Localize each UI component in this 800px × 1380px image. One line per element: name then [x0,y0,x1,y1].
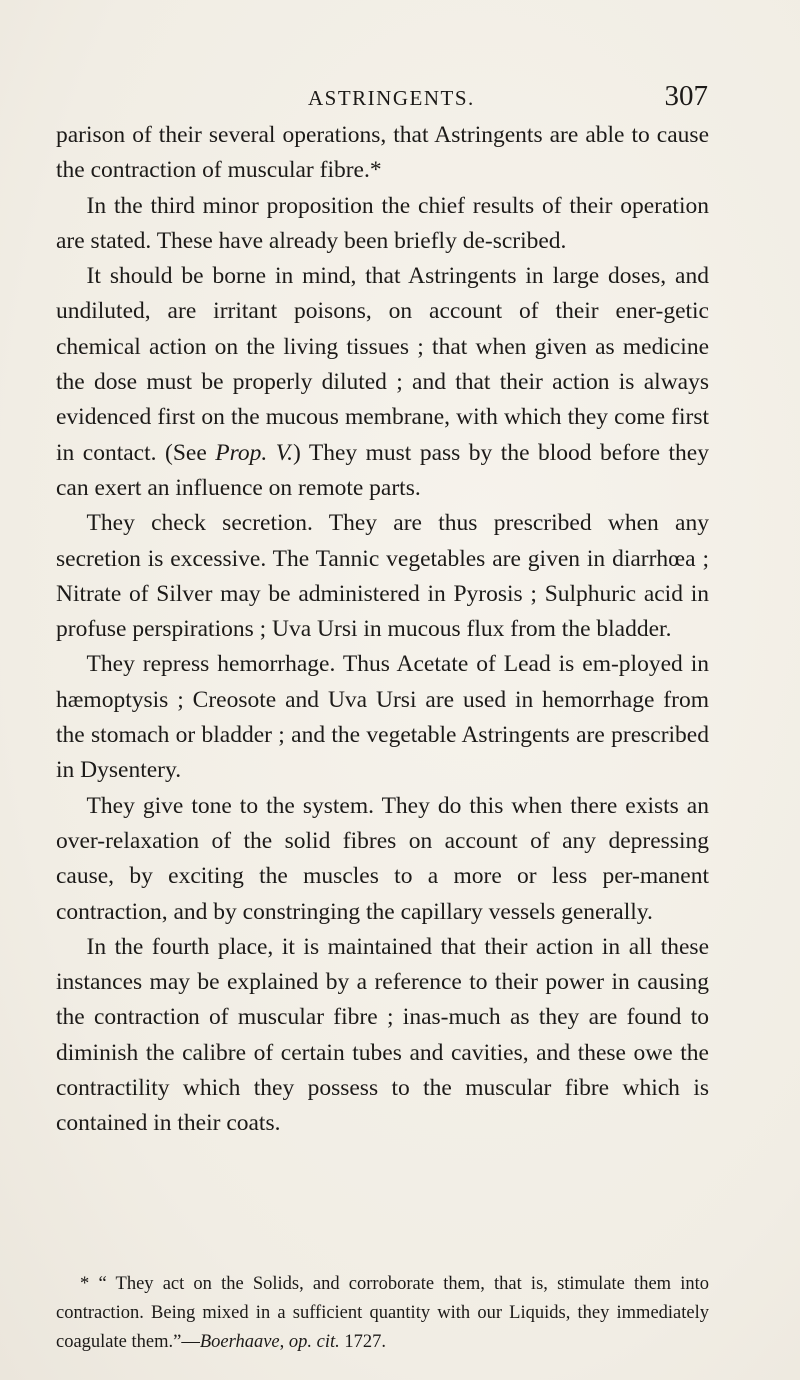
footnote-quote: * “ They act on the Solids, and corroborate them, that is, stimulate them into contraction. Being mixed in a sufficient quantity with our Liquids, they immediately coagulate them.”— [56,1274,709,1352]
paragraph-continuation: parison of their several operations, that Astringents are able to cause the contraction of muscular fibre.* [56,122,709,184]
paragraph-text: It should be borne in mind, that Astringents in large doses, and undiluted, are irritant poisons, on account of their ener-getic chemical action on the living tissues ; that when given as medicine the dose must be properly diluted ; and that their action is always evidenced first on the mucous membrane, with which they come first in contact. (See [56,263,709,466]
paragraph-third-proposition: In the third minor proposition the chief results of their operation are stated. These have already been briefly de-scribed. [56,192,709,254]
paragraph-check-secretion: They check secretion. They are thus prescribed when any secretion is excessive. The Tannic vegetables are given in diarrhœa ; Nitrate of Silver may be administered in Pyrosis ; Sulphuric acid in profuse perspirations ; Uva Ursi in mucous flux from the bladder. [56,510,709,643]
page-header [308,80,708,116]
paragraph-irritant-poisons [56,259,709,506]
body-text [56,118,709,1142]
footnote-section: 1727. [339,1332,387,1352]
footnote-separator: , [279,1332,289,1352]
footnote-author: Boerhaave [199,1332,280,1352]
running-head: ASTRINGENTS. [308,86,475,110]
page-number: 307 [664,80,708,112]
proposition-reference: Prop. V. [215,439,293,466]
paragraph-text: ) They must pass by the blood before they can exert an influence on remote parts. [56,439,709,501]
paragraph-repress-hemorrhage: They repress hemorrhage. Thus Acetate of Lead is em-ployed in hæmoptysis ; Creosote and Uva Ursi are used in hemorrhage from the stomach or bladder ; and the vegetable Astringents are prescribed in Dysentery. [56,651,709,784]
footnote [56,1270,709,1357]
footnote-citation: op. cit. [288,1332,340,1352]
paragraph-fourth-place: In the fourth place, it is maintained that their action in all these instances may be explained by a reference to their power in causing the contraction of muscular fibre ; inas-much as they are found to diminish the calibre of certain tubes and cavities, and these owe the contractility which they possess to the muscular fibre which is contained in their coats. [56,933,709,1137]
paragraph-give-tone: They give tone to the system. They do this when there exists an over-relaxation of the solid fibres on account of any depressing cause, by exciting the muscles to a more or less per-manent contraction, and by constringing the capillary vessels generally. [56,792,709,925]
